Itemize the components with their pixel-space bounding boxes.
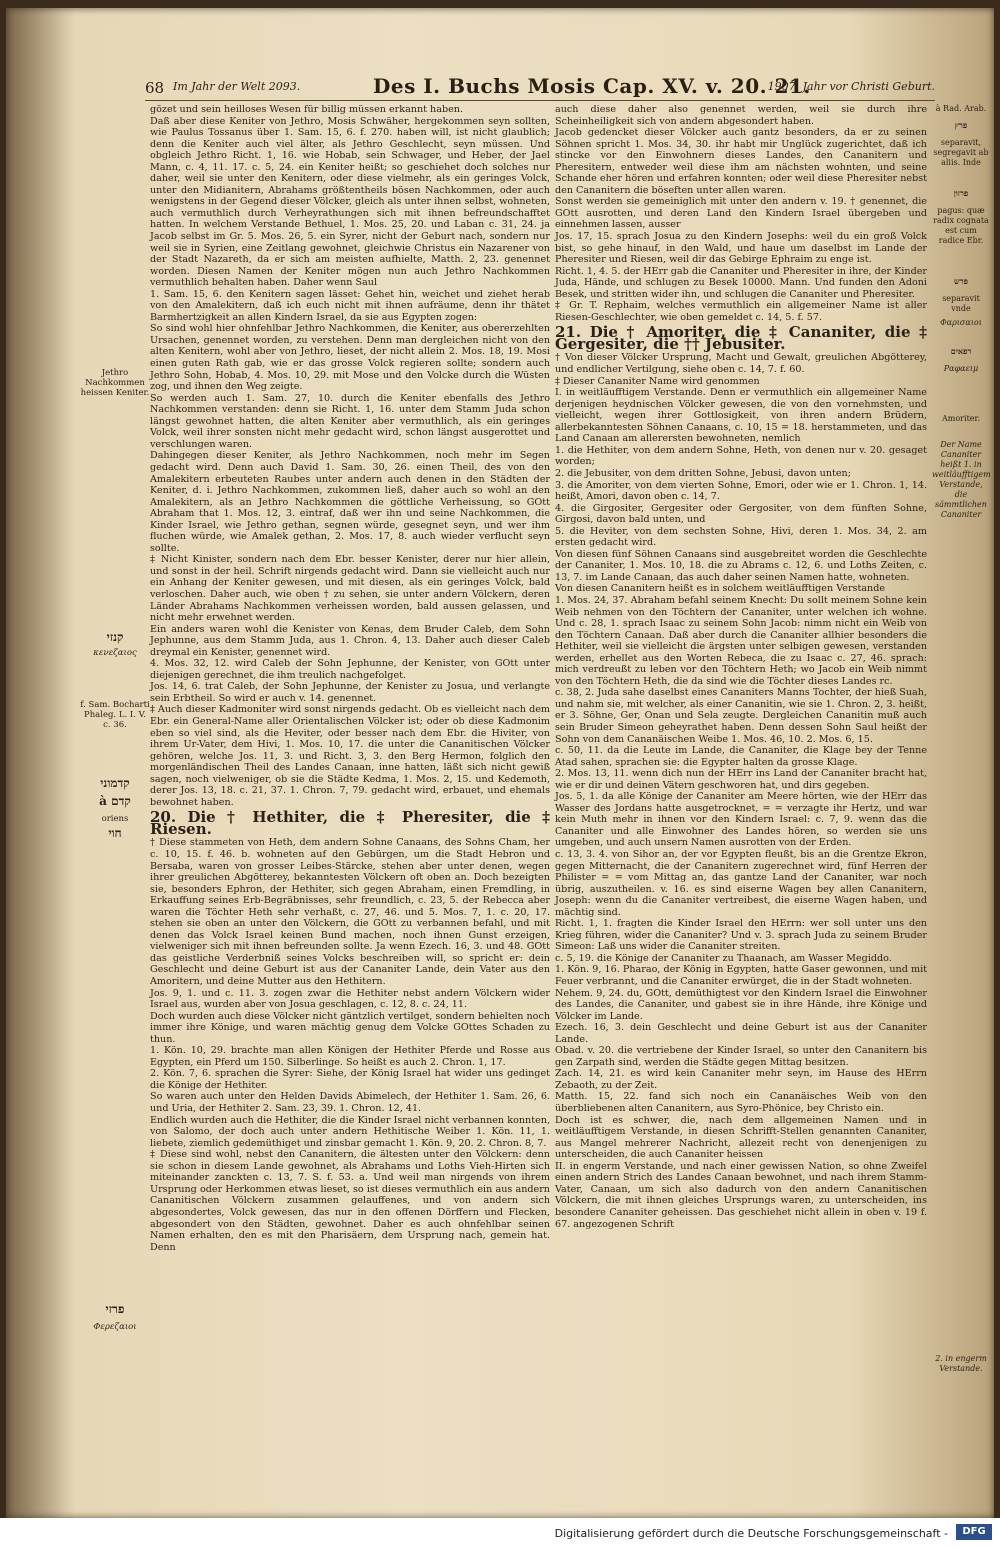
paragraph: Ezech. 16, 3. dein Geschlecht und deine Geburt ist aus der Cananiter Lande. <box>555 1022 927 1045</box>
margin-pagus: pagus: quæ radix cognata est cum radice Ebr. <box>933 206 989 245</box>
paragraph: So sind wohl hier ohnfehlbar Jethro Nachkommen, die Keniter, aus obererzehlten Ursachen, genennet worden, zu verstehen. Denn man dergleichen nicht von den alten Kenitern, wohl aber von Jethro, lieset, der nicht allein 2. Mos. 18, 19. Mosi einen guten Rath gab, wie er das grosse Volck regieren sollte; sondern auch Jethro Sohn, Hobab, 4. Mos. 10, 29. mit Mose und den Volcke durch die Wüsten zog, und ihnen den Weg zeigte. <box>150 323 550 393</box>
paragraph: Obad. v. 20. die vertriebene der Kinder Israel, so unter den Cananitern bis gen Zarpath sind, werden die Städte gegen Mittag besitzen. <box>555 1045 927 1068</box>
paragraph: 1. die Hethiter, von dem andern Sohne, Heth, von denen nur v. 20. gesaget worden; <box>555 444 927 468</box>
margin-separavit-vnde: separavit vnde <box>942 294 980 313</box>
dfg-logo: DFG <box>956 1524 992 1540</box>
margin-hebrew-rephaim: רפאים <box>950 346 972 356</box>
margin-greek-pharisaioi: Φαρισαιοι <box>940 318 982 327</box>
paragraph: Dahingegen dieser Keniter, als Jethro Nachkommen, noch mehr im Segen gedacht wird. Denn auch David 1. Sam. 30, 26. einen Theil, des von den Amalekitern erbeuteten Raubes unter andern auch denen in den Städten der Keniter, d. i. Jethro Nachkommen, zukommen ließ, daher auch so wohl an den Amalekitern, als an Jethro Nachkommen die göttliche Verheissung, so GOtt Abraham that 1. Mos. 12, 3. eintraf, daß wer ihn und seine Nachkommen, die Kinder Israel, wie Jethro gethan, segnen würde, gesegnet seyn, und wer ihm fluchen würde, wie Amalek gethan, 2. Mos. 17, 8. auch wieder verflucht seyn sollte. <box>150 450 550 554</box>
paragraph: Doch ist es schwer, die, nach dem allgemeinen Namen und in weitläufftigem Verstande, in diesen Schrifft-Stellen genannten Cananiter, aus Mangel mehrerer Nachricht, allezeit recht von denenjenigen zu unterscheiden, die auch Cananiter heissen <box>555 1114 927 1161</box>
paragraph: 2. Mos. 13, 11. wenn dich nun der HErr ins Land der Cananiter bracht hat, wie er dir und deinen Vätern geschworen hat, und dirs gegeben. <box>555 768 927 791</box>
section-heading-20: 20. Die † Hethiter, die ‡ Pheresiter, die ‡ Riesen. <box>150 808 550 838</box>
margin-greek-kenezaios: κενεζαιος <box>93 648 137 658</box>
margin-rad-arab: à Rad. Arab. <box>935 104 987 113</box>
paragraph: ‡ Auch dieser Kadmoniter wird sonst nirgends gedacht. Ob es vielleicht nach dem Ebr. ein General-Name aller Orientalischen Völcker ist; oder ob diese Kadmonim eben so viel sind, als die Heviter, oder besser nach dem Ebr. die Hiviter, von ihrem Ur-Vater, dem Hivi, 1. Mos. 10, 17. die unter die Cananitischen Völcker gehören, welche Jos. 11, 3. und Richt. 3, 3. den Berg Hermon, folglich den morgenländischen Theil des Landes Canaan, inne hatten, läßt sich nicht gewiß sagen, noch vielweniger, ob sie die Städte Kedma, 1. Mos. 2, 15. und Kedemoth, derer Jos. 13, 18. c. 21, 37. 1. Chron. 7, 79. gedacht wird, erbauet, und ehemals bewohnet haben. <box>150 704 550 808</box>
margin-greek-pherezaioi: Φερεζαιοι <box>93 1322 137 1332</box>
margin-cananiter-note: Der Name Cananiter heißt 1. in weitläufftigem Verstande, die sämmtlichen Cananiter <box>932 440 991 519</box>
paragraph: c. 50, 11. da die Leute im Lande, die Cananiter, die Klage bey der Tenne Atad sahen, sprachen sie: die Egypter halten da grosse Klage. <box>555 745 927 768</box>
margin-hebrew-parash: פרש <box>954 276 968 286</box>
left-column <box>150 104 550 1253</box>
paragraph: ‡ Diese sind wohl, nebst den Cananitern, die ältesten unter den Völckern: denn sie schon in diesem Lande gewohnet, als Abrahams und Loths Vieh-Hirten sich miteinander zanckten c. 13, 7. S. f. 53. a. Und weil man nirgends von ihrem Ursprung oder Herkommen etwas lieset, so ist dieses vermuthlich ein aus andern Cananitischen Völckern zusammen gelauffenes, und von andern sich abgesondertes, Volck gewesen, das nur in den offenen Dörffern und Flecken, abgesondert von den Städten, gewohnet. Daher es auch ohnfehlbar seinen Namen erhalten, den es mit den Pharisäern, dem Ursprung nach, gemein hat. Denn <box>150 1149 550 1253</box>
margin-note-jethro: Jethro Nachkommen heissen Keniter. <box>80 368 150 398</box>
paragraph: 4. die Girgositer, Gergesiter oder Gergositer, von dem fünften Sohne, Girgosi, davon bald unten, und <box>555 502 927 526</box>
paragraph: 1. Kön. 9, 16. Pharao, der König in Egypten, hatte Gaser gewonnen, und mit Feuer verbrannt, und die Cananiter erwürget, die in der Stadt wohneten. <box>555 964 927 988</box>
margin-hebrew-perizzi: פרזי <box>105 1302 125 1316</box>
paragraph: Jos. 17, 15. sprach Josua zu den Kindern Josephs: weil du ein groß Volck bist, so gehe hinauf, in den Wald, und haue um daselbst im Lande der Pheresiter und Riesen, weil dir das Gebirge Ephraim zu enge ist. <box>555 231 927 266</box>
paragraph: Doch wurden auch diese Völcker nicht gäntzlich vertilget, sondern behielten noch immer ihre Könige, und waren mächtig genug dem Volcke GOttes Schaden zu thun. <box>150 1010 550 1045</box>
paragraph: 2. die Jebusiter, von dem dritten Sohne, Jebusi, davon unten; <box>555 467 851 479</box>
paragraph: 2. Kön. 7, 6. sprachen die Syrer: Siehe, der König Israel hat wider uns gedinget die Könige der Hethiter. <box>150 1068 550 1091</box>
paragraph: c. 5, 19. die Könige der Cananiter zu Thaanach, am Wasser Megiddo. <box>555 952 892 964</box>
header-year-right: 1907. Jahr vor Christi Geburt. <box>767 80 935 93</box>
running-header <box>145 76 935 100</box>
paragraph: 4. Mos. 32, 12. wird Caleb der Sohn Jephunne, der Kenister, von GOtt unter diejenigen gerechnet, die ihm treulich nachgefolget. <box>150 658 550 681</box>
paragraph: gözet und sein heilloses Wesen für billig müssen erkannt haben. <box>150 104 464 115</box>
margin-hebrew-kedem: à קדם <box>99 794 131 808</box>
paragraph: Jos. 14, 6. trat Caleb, der Sohn Jephunne, der Kenister zu Josua, und verlangte sein Erbtheil. So wird er auch v. 14. genennet. <box>150 681 550 704</box>
paragraph: † Diese stammeten von Heth, dem andern Sohne Canaans, des Sohns Cham, her c. 10, 15. f. 46. b. wohneten auf den Gebürgen, um die Stadt Hebron und Bersaba, waren von grosser Leibes-Stärcke, stehen aber unter denen, wegen ihrer greulichen Abgötterey, bekanntesten Völckern oft oben an. Doch bezeigten sie, besonders Ephron, der Hethiter, sich gegen Abraham, einen Fremdling, in Erkauffung seines Erb-Begräbnisses, sehr freundlich, c. 23, 5. der Rebecca aber waren die Töchter Heth sehr verhaßt, c. 27, 46. und 5. Mos. 7, 1. c. 20, 17. stehen sie oben an unter den Völckern, die GOtt zu verbannen befahl, und mit denen das Volck Israel keinen Bund machen, noch ihnen Gunst erzeigen, vielweniger sich mit ihnen befreunden sollte. Ja wenn Ezech. 16, 3. und 48. GOtt das geistliche Verderbniß seines Volcks beschreiben will, so spricht er: dein Geschlecht und deine Geburt ist aus der Cananiter Lande, dein Vater aus den Amoritern, und deine Mutter aus den Hethitern. <box>150 837 550 988</box>
paragraph: Richt. 1, 4. 5. der HErr gab die Cananiter und Pheresiter in ihre, der Kinder Juda, Hände, und schlugen zu Besek 10000. Mann. Und funden den Adoni Besek, und stritten wider ihn, und schlugen die Cananiter und Pheresiter. <box>555 265 927 300</box>
paragraph: So waren auch unter den Helden Davids Abimelech, der Hethiter 1. Sam. 26, 6. und Uria, der Hethiter 2. Sam. 23, 39. 1. Chron. 12, 41. <box>150 1091 550 1115</box>
paragraph: Jos. 9, 1. und c. 11. 3. zogen zwar die Hethiter nebst andern Völckern wider Israel aus, wurden aber von Josua geschlagen, c. 12, 8. c. 24, 11. <box>150 987 550 1011</box>
paragraph: 3. die Amoriter, von dem vierten Sohne, Emori, oder wie er 1. Chron. 1, 14. heißt, Amori, davon oben c. 14, 7. <box>555 479 927 503</box>
margin-hebrew-hivi: חוי <box>108 826 122 840</box>
margin-hebrew-perazon: פרזון <box>953 188 969 198</box>
paragraph: II. in engerm Verstande, und nach einer gewissen Nation, so ohne Zweifel einen andern Strich des Landes Canaan bewohnet, und nach ihrem Stamm-Vater, Canaan, um sich also dadurch von den andern Cananitischen Völckern, die mit ihnen gleiches Ursprungs waren, zu unterscheiden, ins besondere Cananiter geheissen. Das geschiehet nicht allein in oben v. 19 f. 67. angezogenen Schrift <box>555 1160 927 1230</box>
margin-hebrew-kadmoni: קדמוני <box>100 776 130 790</box>
header-title: Des I. Buchs Mosis Cap. XV. v. 20. 21. <box>373 74 811 98</box>
paragraph: Matth. 15, 22. fand sich noch ein Cananäisches Weib von den überbliebenen alten Cananitern, aus Syro-Phönice, bey Christo ein. <box>555 1091 927 1115</box>
footer-credit-text: Digitalisierung gefördert durch die Deutsche Forschungsgemeinschaft - <box>554 1527 948 1540</box>
paragraph: Jacob gedencket dieser Völcker auch gantz besonders, da er zu seinen Söhnen spricht 1. Mos. 34, 30. ihr habt mir Unglück zugerichtet, daß ich stincke vor den Einwohnern dieses Landes, den Cananitern und Pheresitern, entweder weil diese ihm am nächsten wohnten, und seine Schande eher hören und erfahren konnten; oder weil diese Pheresiter nebst den Cananitern die böseften unter allen waren. <box>555 127 927 196</box>
paragraph: 1. Mos. 24, 37. Abraham befahl seinem Knecht: Du sollt meinem Sohne kein Weib nehmen von den Töchtern der Cananiter, unter welchen ich wohne. Und c. 28, 1. sprach Isaac zu seinem Sohn Jacob: nimm nicht ein Weib von den Töchtern Canaan. Daß aber durch die Cananiter allhier besonders die Hethiter, weil sie vielleicht die ärgsten unter selbigen gewesen, verstanden werden, erhellet aus den Worten Rebeca, die zu Isaac c. 27, 46. sprach: mich verdreußt zu leben vor den Töchtern Heth; wo Jacob ein Weib nimmt von den Töchtern Heth, die da sind wie die Töchter dieses Landes rc. <box>555 594 927 687</box>
paragraph: † Von dieser Völcker Ursprung, Macht und Gewalt, greulichen Abgötterey, und endlicher Vertilgung, siehe oben c. 14, 7. f. 60. <box>555 352 927 376</box>
header-rule <box>145 100 935 101</box>
paragraph: 1. Sam. 15, 6. den Kenitern sagen lässet: Gehet hin, weichet und ziehet herab von den Amalekitern, daß ich euch nicht mit ihnen aufräume, denn ihr thätet Barmhertzigkeit an allen Kindern Israel, da sie aus Egypten zogen: <box>150 288 550 323</box>
paragraph: Jos. 5, 1. da alle Könige der Cananiter am Meere hörten, wie der HErr das Wasser des Jordans hatte ausgetrocknet, = = verzagte ihr Hertz, und war kein Muth mehr in ihnen vor den Kindern Israel: c. 7, 9. wenn das die Cananiter und alle Einwohner des Landes hören, so werden sie uns umgeben, und auch unsern Namen ausrotten von der Erden. <box>555 791 927 849</box>
paragraph: Von diesen Cananitern heißt es in solchem weitläufftigen Verstande <box>555 583 886 595</box>
paragraph: Daß aber diese Keniter von Jethro, Mosis Schwäher, hergekommen seyn sollten, wie Paulus Tossanus über 1. Sam. 15, 6. f. 270. haben will, ist nicht glaublich; denn die Keniter auch viel älter, als Jethro Geschlecht, seyn müssen. Und obgleich Jethro Richt. 1, 16. wie Hobab, sein Schwager, und Heber, der Jael Mann, c. 4, 11. 17. c. 5, 24. ein Keniter heißt; so geschiehet doch solches nur daher, weil sie unter den Kenitern, oder diese vielmehr, als ein geringes Volck, unter den Midianitern, Abrahams größtentheils bösen Nachkommen, oder auch wenigstens in der Gegend dieser Völcker, gleich als unter ihnen selbst, wohneten, auch vermuthlich durch Verheyrathungen sich mit ihnen befreundschafftet hatten. In welchem Verstande Bethuel, 1. Mos. 25, 20. und Laban c. 31, 24. ja Jacob selbst im Gr. 5. Mos. 26, 5. ein Syrer, nicht der Geburt nach, sondern nur weil sie in Syrien, eine Zeitlang gewohnet, gleichwie Christus ein Nazarener von der Stadt Nazareth, da er sich am meisten aufhielte, Matth. 2, 23. genennet worden. Diesen Namen der Keniter mögen nun auch Jethro Nachkommen vermuthlich behalten haben. Daher wenn Saul <box>150 115 550 289</box>
right-column <box>555 104 927 1230</box>
paragraph: Endlich wurden auch die Hethiter, die die Kinder Israel nicht verbannen konnten, von Salomo, der doch auch unter andern Hethitische Weiber 1. Kön. 11, 1. liebete, ziemlich gedemüthiget und zinsbar gemacht 1. Kön. 9, 20. 2. Chron. 8, 7. <box>150 1114 550 1149</box>
paragraph: So werden auch 1. Sam. 27, 10. durch die Keniter ebenfalls des Jethro Nachkommen verstanden: denn sie Richt. 1, 16. unter dem Stamm Juda schon längst gewohnet hatten, die alten Keniter aber vermuthlich, als ein geringes Volck, weil ihrer sonsten nicht mehr gedacht wird, schon längst ausgerottet und verschlungen waren. <box>150 392 550 450</box>
margin-amoriter: Amoriter. <box>942 414 980 423</box>
margin-hebrew-paratz: פרץ <box>954 120 968 130</box>
section-heading-21: 21. Die † Amoriter, die ‡ Cananiter, die ‡ Gergesiter, die †† Jebusiter. <box>555 323 927 353</box>
margin-greek-raphaeim: Ραφαειμ <box>943 364 979 373</box>
paragraph: Sonst werden sie gemeiniglich mit unter den andern v. 19. † genennet, die GOtt ausrotten, und deren Land den Kindern Israel übergeben und einnehmen lassen, ausser <box>555 196 927 231</box>
paragraph: Zach. 14, 21. es wird kein Cananiter mehr seyn, im Hause des HErrn Zebaoth, zu der Zeit. <box>555 1068 927 1091</box>
margin-hebrew-kenizzi: קנזי <box>106 630 124 644</box>
paragraph: 5. die Heviter, von dem sechsten Sohne, Hivi, deren 1. Mos. 34, 2. am ersten gedacht wird. <box>555 525 927 549</box>
paragraph: ‡ Nicht Kinister, sondern nach dem Ebr. besser Kenister, derer nur hier allein, und sonst in der heil. Schrift nirgends gedacht wird. Dann sie vielleicht auch nur ein Anhang der Keniter gewesen, und mit diesen, als ein geringes Volck, bald verloschen. Daher auch, wie oben † zu sehen, sie unter andern Völckern, deren Länder Abrahams Nachkommen verheissen worden, bald aussen gelassen, und nicht mehr erwehnet werden. <box>150 554 550 624</box>
paragraph: Von diesen fünf Söhnen Canaans sind ausgebreitet worden die Geschlechte der Cananiter, 1. Mos. 10, 18. die zu Abrams c. 12, 6. und Loths Zeiten, c. 13, 7. im Lande Canaan, das auch daher seinen Namen hatte, wohneten. <box>555 548 927 583</box>
page-number: 68 <box>145 79 165 97</box>
digitization-footer <box>0 1518 1000 1547</box>
paragraph: I. in weitläufftigem Verstande. Denn er vermuthlich ein allgemeiner Name derjenigen heydnischen Völcker gewesen, die von den vornehmsten, und vielleicht, wegen ihrer Gottlosigkeit, von ihren andern Brüdern, allerbekanntesten Söhnen Canaans, c. 10, 15 = 18. herstammeten, und das Land Canaan am allerersten bewohneten, nemlich <box>555 387 927 445</box>
margin-engerm-verstande: 2. in engerm Verstande. <box>935 1354 987 1373</box>
paragraph: Nehem. 9, 24. du, GOtt, demüthigtest vor den Kindern Israel die Einwohner des Landes, die Cananiter, und gabest sie in ihre Hände, ihre Könige und Völcker im Lande. <box>555 987 927 1022</box>
paragraph: Ein anders waren wohl die Kenister von Kenas, dem Bruder Caleb, dem Sohn Jephunne, aus dem Stamm Juda, aus 1. Chron. 4, 13. Daher auch dieser Caleb dreymal ein Kenister, genennet wird. <box>150 623 550 658</box>
paragraph: auch diese daher also genennet werden, weil sie durch ihre Scheinheiligkeit sich von andern abgesondert haben. <box>555 104 927 127</box>
paragraph: ‡ Dieser Cananiter Name wird genommen <box>555 375 760 387</box>
paragraph: 1. Kön. 10, 29. brachte man allen Königen der Hethiter Pferde und Rosse aus Egypten, ein Pferd um 150. Silberlinge. So heißt es auch 2. Chron. 1, 17. <box>150 1045 550 1068</box>
paragraph: ‡ Gr. T. Rephaim, welches vermuthlich ein allgemeiner Name ist aller Riesen-Geschlechter, wie oben gemeldet c. 14, 5. f. 57. <box>555 300 927 323</box>
margin-note-bochart: f. Sam. Bocharti Phaleg. L. I. V. c. 36. <box>80 700 150 730</box>
header-year-left: Im Jahr der Welt 2093. <box>173 80 301 93</box>
paragraph: c. 38, 2. Juda sahe daselbst eines Cananiters Manns Tochter, der hieß Suah, und nahm sie, mit welcher, als einer Cananitin, wie sie 1. Chron. 2, 3. heißt, er 3. Söhne, Ger, Onan und Sela zeugte. Dergleichen Cananitin muß auch sein Bruder Simeon geheyrathet haben. Denn dessen Sohn Saul heißt der Sohn von dem Cananäischen Weibe 1. Mos. 46, 10. 2. Mos. 6, 15. <box>555 687 927 745</box>
margin-separavit: separavit, segregavit ab aliis. Inde <box>933 138 989 167</box>
page-spine-shadow <box>6 8 76 1518</box>
paragraph: Richt. 1, 1. fragten die Kinder Israel den HErrn: wer soll unter uns den Krieg führen, wider die Cananiter? Und v. 3. sprach Juda zu seinem Bruder Simeon: Laß uns wider die Cananiter streiten. <box>555 918 927 953</box>
paragraph: c. 13, 3. 4. von Sihor an, der vor Egypten fleußt, bis an die Grentze Ekron, gegen Mitternacht, die der Cananitern zugerechnet wird, fünf Herren der Philister = = vom Mittag an, das gantze Land der Cananiter, war noch übrig, auszutheilen. v. 16. es sind eiserne Wagen bey allen Cananitern, Joseph: wenn du die Cananiter vertreibest, die eiserne Wagen haben, und mächtig sind. <box>555 849 927 918</box>
margin-oriens: oriens <box>101 814 129 824</box>
